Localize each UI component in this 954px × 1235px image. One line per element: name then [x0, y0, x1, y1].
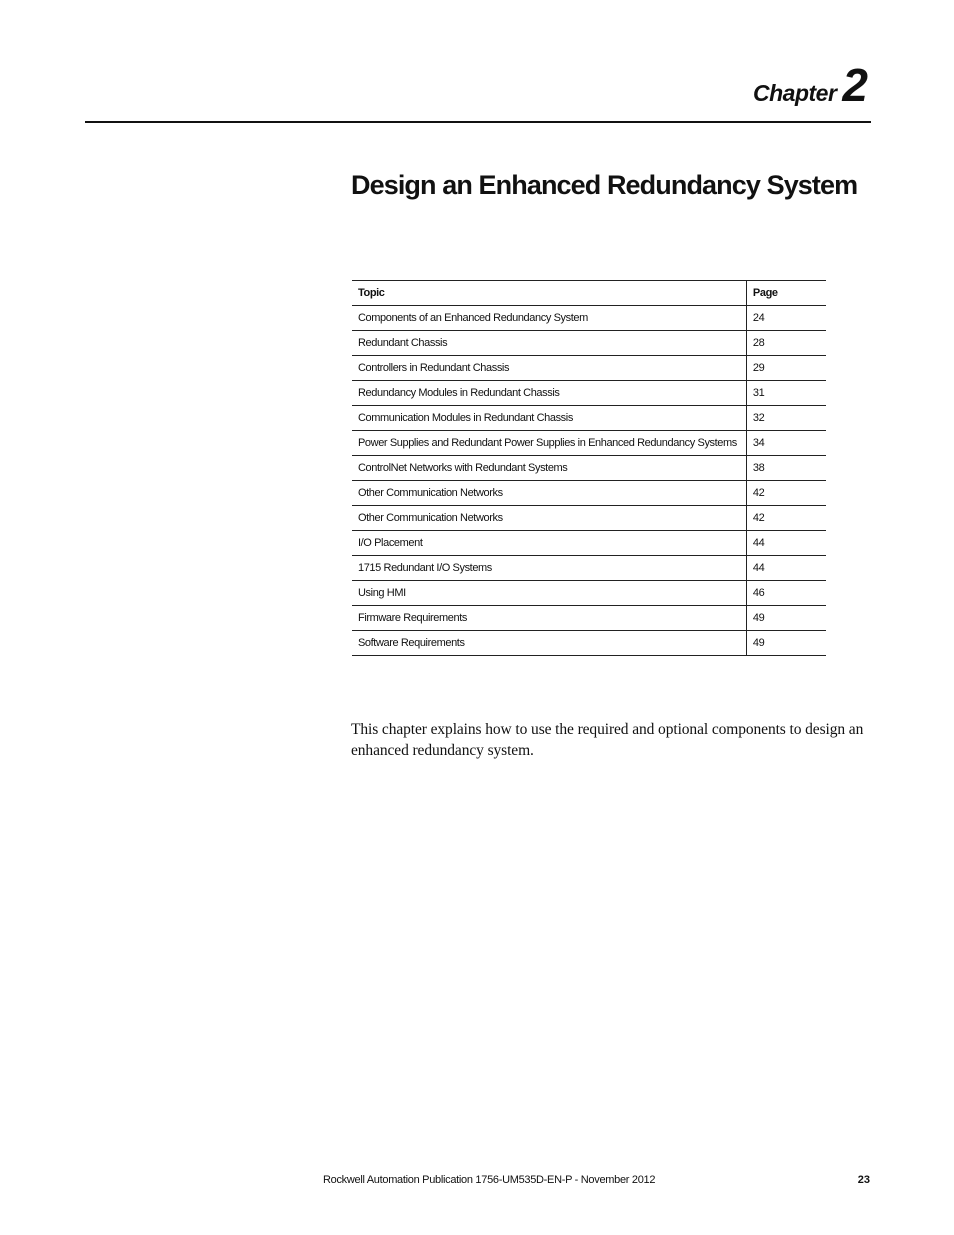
page-cell: 42: [746, 481, 826, 506]
topic-cell: ControlNet Networks with Redundant Systems: [352, 456, 746, 481]
table-row: [352, 431, 826, 456]
table-row: [352, 531, 826, 556]
page-cell: 46: [746, 581, 826, 606]
table-row: [352, 331, 826, 356]
page-cell: 49: [746, 606, 826, 631]
page-title: Design an Enhanced Redundancy System: [351, 170, 858, 200]
page-column-header: Page: [746, 281, 826, 306]
page-cell: 34: [746, 431, 826, 456]
topic-table-body: [352, 306, 826, 656]
table-row: [352, 356, 826, 381]
page-cell: 29: [746, 356, 826, 381]
topic-cell: Communication Modules in Redundant Chassis: [352, 406, 746, 431]
topic-cell: Redundant Chassis: [352, 331, 746, 356]
topic-cell: 1715 Redundant I/O Systems: [352, 556, 746, 581]
footer-publication: Rockwell Automation Publication 1756-UM535D-EN-P - November 2012: [323, 1174, 656, 1186]
table-row: [352, 306, 826, 331]
table-row: [352, 581, 826, 606]
topic-cell: Power Supplies and Redundant Power Supplies in Enhanced Redundancy Systems: [352, 431, 746, 456]
table-row: [352, 506, 826, 531]
topic-cell: Other Communication Networks: [352, 506, 746, 531]
chapter-label: Chapter: [753, 80, 837, 106]
table-row: [352, 381, 826, 406]
table-row: [352, 406, 826, 431]
topic-cell: Components of an Enhanced Redundancy System: [352, 306, 746, 331]
topic-cell: Redundancy Modules in Redundant Chassis: [352, 381, 746, 406]
table-row: [352, 631, 826, 656]
footer-page-number: 23: [857, 1174, 870, 1186]
page-cell: 28: [746, 331, 826, 356]
page-cell: 38: [746, 456, 826, 481]
page-cell: 44: [746, 556, 826, 581]
page-cell: 31: [746, 381, 826, 406]
table-row: [352, 481, 826, 506]
table-row: [352, 606, 826, 631]
page-cell: 32: [746, 406, 826, 431]
topic-table: [352, 280, 826, 656]
topic-cell: Other Communication Networks: [352, 481, 746, 506]
topic-cell: Controllers in Redundant Chassis: [352, 356, 746, 381]
intro-paragraph: This chapter explains how to use the required and optional components to design an enhanced redundancy system.: [351, 721, 864, 759]
chapter-number: 2: [842, 59, 868, 111]
page-cell: 49: [746, 631, 826, 656]
chapter-heading: [753, 59, 868, 111]
topic-cell: Software Requirements: [352, 631, 746, 656]
chapter-divider: [85, 121, 871, 123]
topic-cell: Using HMI: [352, 581, 746, 606]
table-row: [352, 556, 826, 581]
page-cell: 44: [746, 531, 826, 556]
page-cell: 24: [746, 306, 826, 331]
topic-cell: I/O Placement: [352, 531, 746, 556]
topic-cell: Firmware Requirements: [352, 606, 746, 631]
table-row: [352, 456, 826, 481]
table-header-row: [352, 281, 826, 306]
page-cell: 42: [746, 506, 826, 531]
topic-column-header: Topic: [352, 281, 746, 306]
